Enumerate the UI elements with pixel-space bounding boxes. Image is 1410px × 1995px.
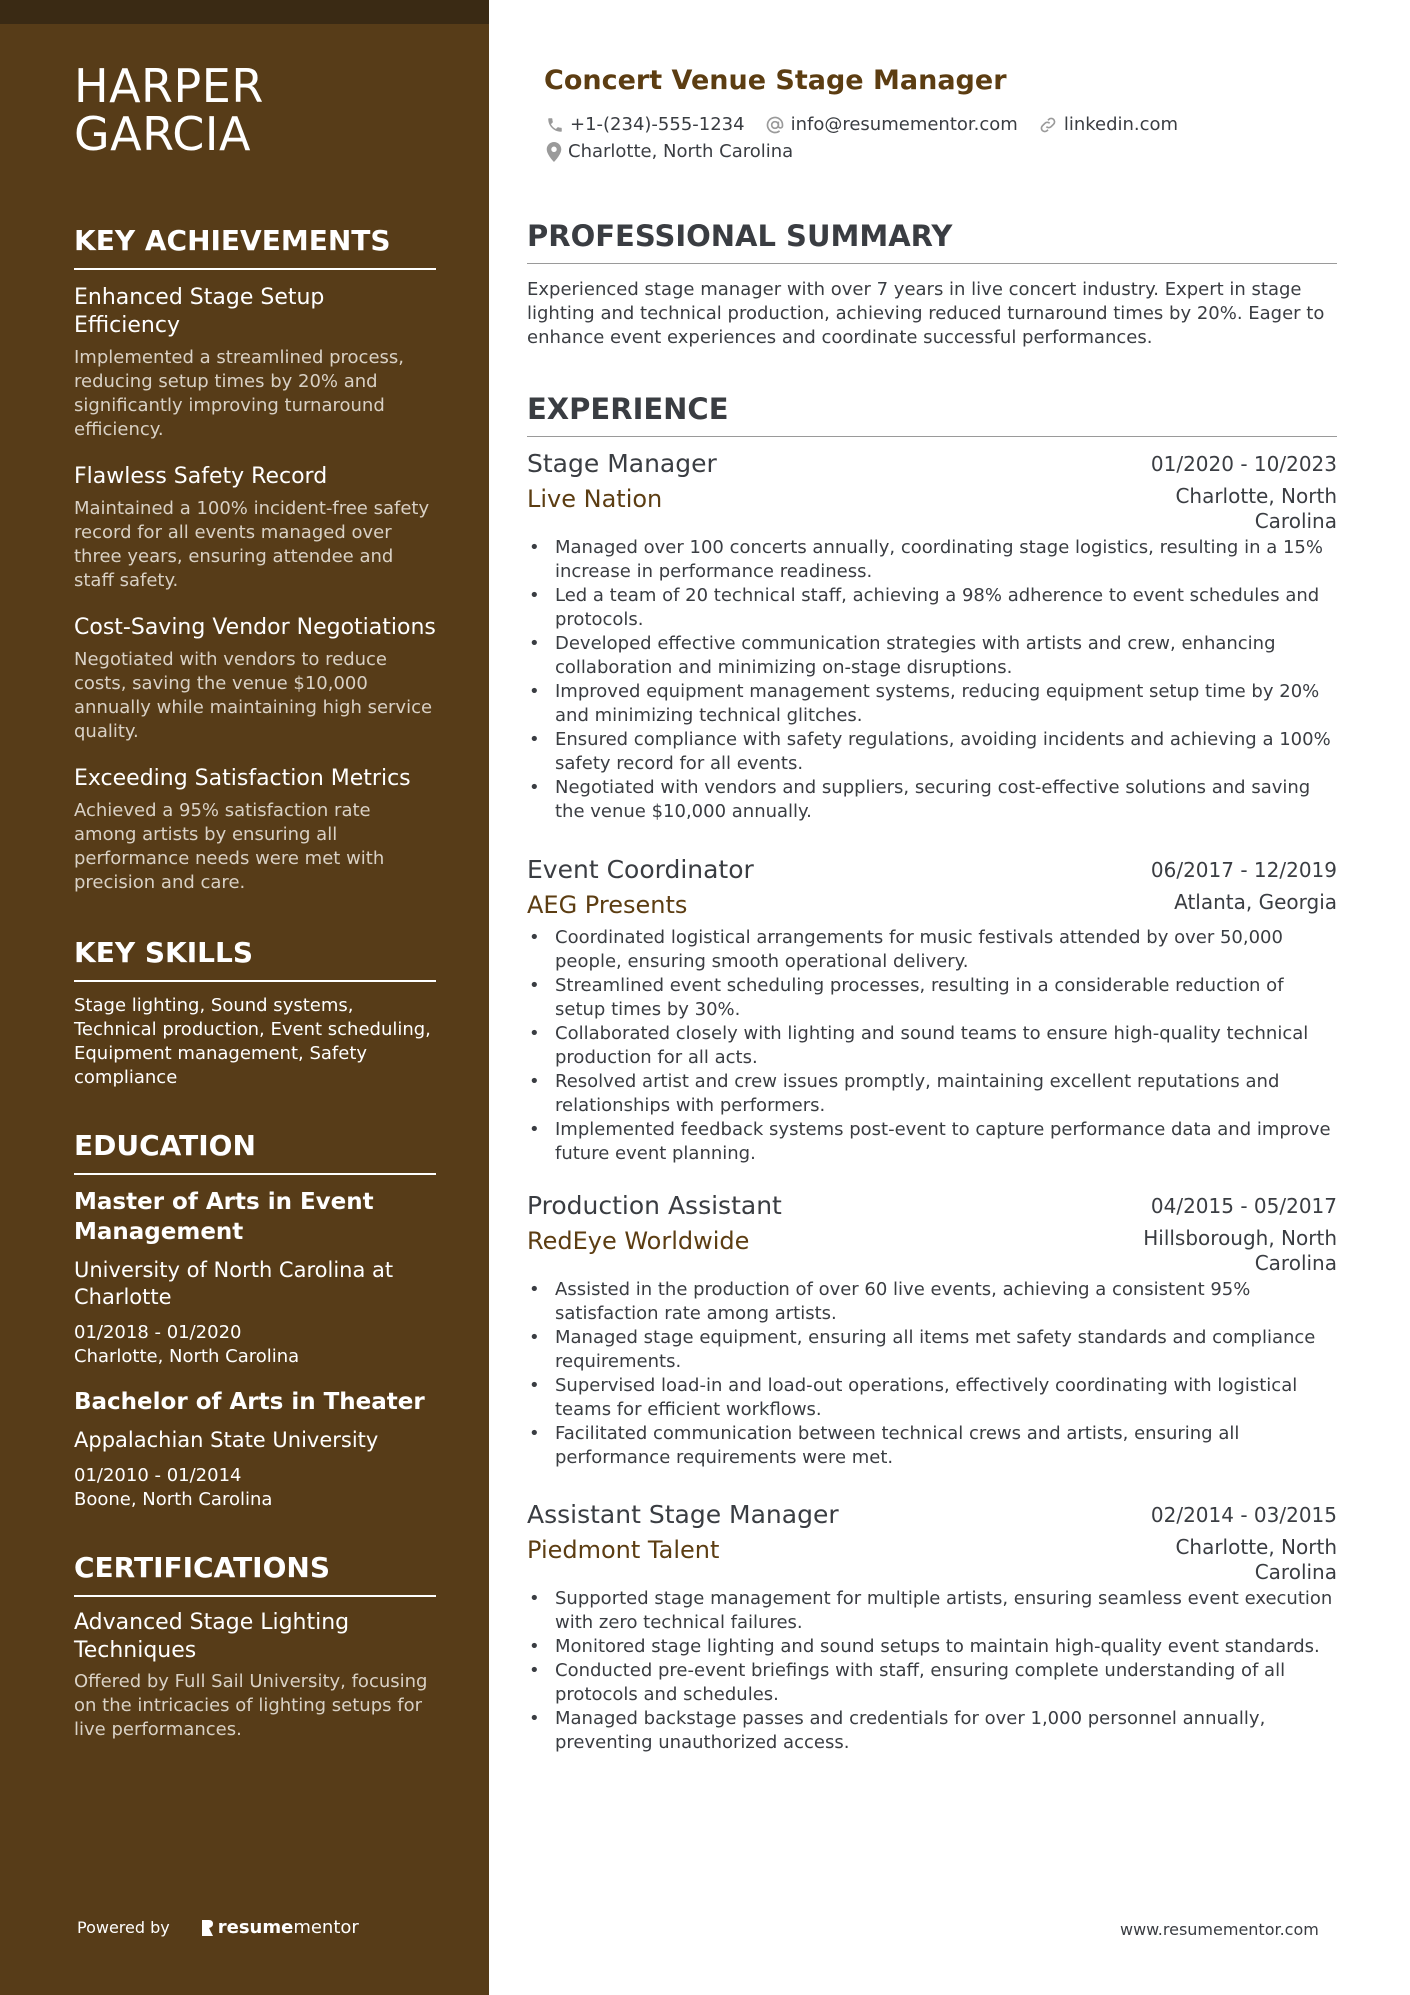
achievement-item — [74, 614, 436, 744]
achievement-description: Implemented a streamlined process, reducing setup times by 20% and significantly improving turnaround efficiency. — [74, 347, 404, 440]
experience-bullet: • Streamlined event scheduling processes, resulting in a considerable reduction of setup times by 30%. — [527, 974, 1337, 1022]
location-text: Charlotte, North Carolina — [568, 141, 794, 162]
job-title: Concert Venue Stage Manager — [544, 65, 1007, 96]
experience-item — [527, 1190, 1337, 1470]
experience-location: Charlotte, North Carolina — [1175, 1535, 1337, 1584]
experience-dates: 02/2014 - 03/2015 — [1150, 1503, 1337, 1527]
at-icon — [765, 115, 785, 135]
powered-by-text: Powered by — [77, 1918, 170, 1937]
experience-dates: 06/2017 - 12/2019 — [1150, 858, 1337, 882]
skills-heading: KEY SKILLS — [74, 937, 436, 982]
experience-company: RedEye Worldwide — [527, 1227, 750, 1255]
experience-item — [527, 448, 1337, 824]
experience-bullet: • Supported stage management for multiple artists, ensuring seamless event execution with zero technical failures. — [527, 1587, 1337, 1635]
experience-bullet: • Managed backstage passes and credentials for over 1,000 personnel annually, preventing unauthorized access. — [527, 1707, 1337, 1755]
experience-bullet: • Assisted in the production of over 60 live events, achieving a consistent 95% satisfaction rate among artists. — [527, 1278, 1337, 1326]
summary-text: Experienced stage manager with over 7 years in live concert industry. Expert in stage lighting and technical production, achieving reduced turnaround times by 20%. Eager to enhance event experiences and coordinate successful performances. — [527, 279, 1325, 348]
education-item — [74, 1187, 436, 1369]
last-name: GARCIA — [74, 107, 251, 161]
experience-bullet: • Developed effective communication strategies with artists and crew, enhancing collaboration and minimizing on-stage disruptions. — [527, 632, 1337, 680]
contact-location — [546, 141, 793, 163]
experience-role: Production Assistant — [527, 1191, 782, 1220]
experience-bullet: • Managed stage equipment, ensuring all items met safety standards and compliance requirements. — [527, 1326, 1337, 1374]
experience-bullet: • Negotiated with vendors and suppliers, securing cost-effective solutions and saving the venue $10,000 annually. — [527, 776, 1337, 824]
experience-company: Piedmont Talent — [527, 1536, 720, 1564]
experience-company: Live Nation — [527, 485, 663, 513]
powered-by — [77, 1918, 359, 1938]
linkedin-text: linkedin.com — [1063, 114, 1179, 135]
sidebar-top-bar — [0, 0, 489, 24]
footer-website-link[interactable]: www.resumementor.com — [1120, 1920, 1319, 1939]
contact-row — [546, 114, 1198, 136]
sidebar — [0, 0, 489, 1995]
experience-bullets — [527, 536, 1337, 824]
education-degree: Master of Arts in Event Management — [74, 1189, 374, 1245]
brand-bold: resume — [217, 1917, 294, 1938]
education-heading: EDUCATION — [74, 1130, 436, 1175]
certification-item — [74, 1609, 436, 1742]
location-pin-icon — [546, 142, 562, 162]
experience-dates: 01/2020 - 10/2023 — [1150, 452, 1337, 476]
experience-item — [527, 1499, 1337, 1755]
first-name: HARPER — [74, 59, 264, 113]
experience-bullet: • Facilitated communication between technical crews and artists, ensuring all performance requirements were met. — [527, 1422, 1337, 1470]
certifications-heading: CERTIFICATIONS — [74, 1552, 436, 1597]
candidate-name — [74, 59, 436, 161]
achievement-item — [74, 463, 436, 593]
experience-bullet: • Supervised load-in and load-out operations, effectively coordinating with logistical teams for efficient workflows. — [527, 1374, 1337, 1422]
achievements-heading: KEY ACHIEVEMENTS — [74, 225, 436, 270]
education-section — [74, 1130, 436, 1512]
experience-company: AEG Presents — [527, 891, 688, 919]
experience-bullet: • Conducted pre-event briefings with staff, ensuring complete understanding of all protocols and schedules. — [527, 1659, 1337, 1707]
contact-email[interactable] — [765, 114, 1018, 136]
experience-bullets — [527, 1278, 1337, 1470]
skills-section — [74, 937, 436, 1090]
email-text: info@resumementor.com — [790, 114, 1018, 135]
achievement-title: Flawless Safety Record — [74, 464, 328, 489]
phone-text: +1-(234)-555-1234 — [570, 114, 745, 135]
experience-bullet: • Resolved artist and crew issues promptly, maintaining excellent reputations and relationships with performers. — [527, 1070, 1337, 1118]
education-location: Boone, North Carolina — [74, 1489, 273, 1510]
certification-title: Advanced Stage Lighting Techniques — [74, 1610, 350, 1663]
education-school: Appalachian State University — [74, 1428, 379, 1452]
achievement-item — [74, 284, 436, 442]
experience-location: Charlotte, North Carolina — [1175, 484, 1337, 533]
experience-bullet: • Implemented feedback systems post-event to capture performance data and improve future event planning. — [527, 1118, 1337, 1166]
achievement-item — [74, 765, 436, 895]
certifications-section — [74, 1552, 436, 1742]
experience-role: Event Coordinator — [527, 855, 754, 884]
education-degree: Bachelor of Arts in Theater — [74, 1389, 425, 1415]
brand-light: mentor — [293, 1917, 359, 1938]
resumementor-logo[interactable] — [200, 1918, 359, 1938]
experience-role: Assistant Stage Manager — [527, 1500, 839, 1529]
achievements-section — [74, 225, 436, 895]
resumementor-logo-icon — [200, 1918, 214, 1938]
experience-location: Atlanta, Georgia — [1174, 890, 1337, 914]
experience-bullet: • Improved equipment management systems, reducing equipment setup time by 20% and minimizing technical glitches. — [527, 680, 1337, 728]
skills-list: Stage lighting, Sound systems, Technical production, Event scheduling, Equipment management, Safety compliance — [74, 995, 431, 1088]
achievement-title: Cost-Saving Vendor Negotiations — [74, 615, 436, 640]
achievement-title: Enhanced Stage Setup Efficiency — [74, 285, 325, 338]
experience-heading: EXPERIENCE — [527, 392, 1337, 437]
link-icon — [1038, 115, 1058, 135]
experience-bullet: • Collaborated closely with lighting and sound teams to ensure high-quality technical production for all acts. — [527, 1022, 1337, 1070]
experience-item — [527, 854, 1337, 1166]
experience-location: Hillsborough, North Carolina — [1143, 1226, 1337, 1275]
contact-row — [546, 141, 813, 163]
experience-bullet: • Monitored stage lighting and sound setups to maintain high-quality event standards. — [527, 1635, 1337, 1659]
experience-bullet: • Ensured compliance with safety regulations, avoiding incidents and achieving a 100% safety record for all events. — [527, 728, 1337, 776]
achievement-title: Exceeding Satisfaction Metrics — [74, 766, 411, 791]
experience-bullet: • Led a team of 20 technical staff, achieving a 98% adherence to event schedules and protocols. — [527, 584, 1337, 632]
education-dates: 01/2018 - 01/2020 — [74, 1322, 242, 1343]
experience-bullets — [527, 1587, 1337, 1755]
education-school: University of North Carolina at Charlotte — [74, 1258, 394, 1309]
achievement-description: Maintained a 100% incident-free safety record for all events managed over three years, ensuring attendee and staff safety. — [74, 498, 430, 591]
summary-heading: PROFESSIONAL SUMMARY — [527, 219, 1337, 264]
achievement-description: Negotiated with vendors to reduce costs, saving the venue $10,000 annually while maintaining high service quality. — [74, 649, 433, 742]
experience-dates: 04/2015 - 05/2017 — [1150, 1194, 1337, 1218]
experience-bullets — [527, 926, 1337, 1166]
education-dates: 01/2010 - 01/2014 — [74, 1465, 242, 1486]
phone-icon — [546, 116, 564, 134]
experience-role: Stage Manager — [527, 449, 717, 478]
experience-bullet: • Managed over 100 concerts annually, coordinating stage logistics, resulting in a 15% increase in performance readiness. — [527, 536, 1337, 584]
education-location: Charlotte, North Carolina — [74, 1346, 300, 1367]
certification-description: Offered by Full Sail University, focusing on the intricacies of lighting setups for live performances. — [74, 1671, 428, 1740]
contact-linkedin[interactable] — [1038, 114, 1178, 136]
experience-bullet: • Coordinated logistical arrangements for music festivals attended by over 50,000 people, ensuring smooth operational delivery. — [527, 926, 1337, 974]
contact-phone[interactable] — [546, 114, 745, 136]
education-item — [74, 1387, 436, 1512]
achievement-description: Achieved a 95% satisfaction rate among artists by ensuring all performance needs were met with precision and care. — [74, 800, 385, 893]
